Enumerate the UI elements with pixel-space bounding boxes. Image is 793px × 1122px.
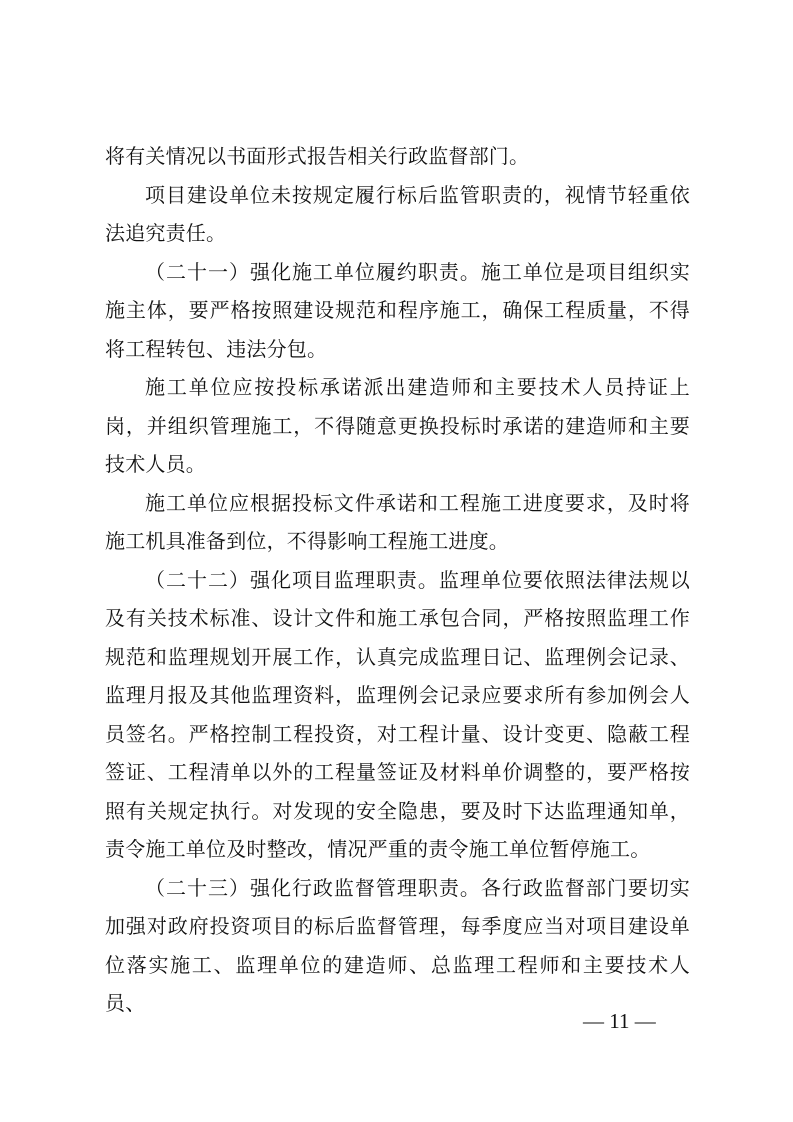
paragraph: 施工单位应按投标承诺派出建造师和主要技术人员持证上岗，并组织管理施工，不得随意更换投标时承诺的建造师和主要技术人员。 [105,375,690,476]
paragraph: 项目建设单位未按规定履行标后监管职责的，视情节轻重依法追究责任。 [105,182,690,245]
paragraph-section-21: （二十一）强化施工单位履约职责。施工单位是项目组织实施主体，要严格按照建设规范和程序施工，确保工程质量，不得将工程转包、违法分包。 [105,259,690,361]
page-number: — 11 — [583,1009,656,1033]
paragraph-continuation: 将有关情况以书面形式报告相关行政监督部门。 [105,144,530,168]
document-body [105,137,690,1023]
paragraph-section-22: （二十二）强化项目监理职责。监理单位要依照法律法规以及有关技术标准、设计文件和施工承包合同，严格按照监理工作规范和监理规划开展工作，认真完成监理日记、监理例会记录、监理月报及其他监理资料，监理例会记录应要求所有参加例会人员签名。严格控制工程投资，对工程计量、设计变更、隐蔽工程签证、工程清单以外的工程量签证及材料单价调整的，要严格按照有关规定执行。对发现的安全隐患，要及时下达监理通知单，责令施工单位及时整改，情况严重的责令施工单位暂停施工。 [105,567,690,861]
paragraph: 施工单位应根据投标文件承诺和工程施工进度要求，及时将施工机具准备到位，不得影响工程施工进度。 [105,490,690,553]
paragraph-section-23: （二十三）强化行政监督管理职责。各行政监督部门要切实加强对政府投资项目的标后监督管理，每季度应当对项目建设单位落实施工、监理单位的建造师、总监理工程师和主要技术人员、 [105,875,690,1015]
